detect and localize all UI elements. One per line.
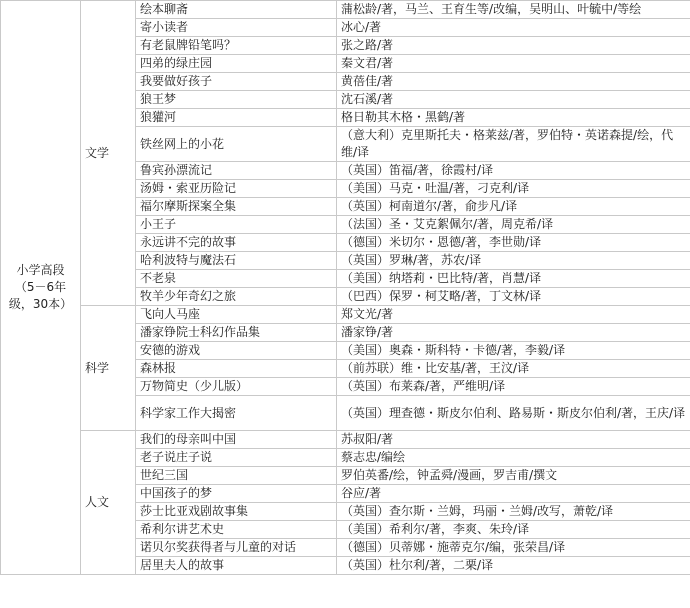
book-title: 潘家铮院士科幻作品集 [136, 324, 337, 342]
book-author: 冰心/著 [337, 19, 690, 37]
book-title: 希利尔讲艺术史 [136, 521, 337, 539]
book-title: 中国孩子的梦 [136, 485, 337, 503]
grade-level-name: 小学高段 [16, 263, 65, 277]
book-author: （美国）希利尔/著，李爽、朱玲/译 [337, 521, 690, 539]
book-author: 郑文光/著 [337, 306, 690, 324]
book-title: 汤姆・索亚历险记 [136, 180, 337, 198]
book-title: 小王子 [136, 216, 337, 234]
book-author: （美国）马克・吐温/著，刁克利/译 [337, 180, 690, 198]
book-author: 罗伯英番/绘，钟孟舜/漫画，罗吉甫/撰文 [337, 467, 690, 485]
book-author: 苏叔阳/著 [337, 431, 690, 449]
book-author: （巴西）保罗・柯艾略/著，丁文林/译 [337, 288, 690, 306]
book-author: （英国）布莱森/著，严维明/译 [337, 378, 690, 396]
book-title: 不老泉 [136, 270, 337, 288]
book-title: 老子说庄子说 [136, 449, 337, 467]
category-cell: 人文 [81, 431, 136, 575]
book-author: （意大利）克里斯托夫・格莱兹/著，罗伯特・英诺森提/绘，代维/译 [337, 127, 690, 162]
book-author: （前苏联）维・比安基/著，王汶/译 [337, 360, 690, 378]
category-cell: 文学 [81, 1, 136, 306]
book-title: 牧羊少年奇幻之旅 [136, 288, 337, 306]
book-title: 莎士比亚戏剧故事集 [136, 503, 337, 521]
book-title: 诺贝尔奖获得者与儿童的对话 [136, 539, 337, 557]
book-author: （英国）笛福/著，徐霞村/译 [337, 162, 690, 180]
book-title: 有老鼠牌铅笔吗？ [136, 37, 337, 55]
book-author: 张之路/著 [337, 37, 690, 55]
book-title: 万物简史（少儿版） [136, 378, 337, 396]
book-title: 森林报 [136, 360, 337, 378]
category-cell: 科学 [81, 306, 136, 431]
grade-level-cell [1, 1, 81, 575]
book-title: 世纪三国 [136, 467, 337, 485]
book-title: 四弟的绿庄园 [136, 55, 337, 73]
book-author: （美国）奥森・斯科特・卡德/著，李毅/译 [337, 342, 690, 360]
book-author: （德国）米切尔・恩德/著，李世勋/译 [337, 234, 690, 252]
grade-level-detail: （5－6年级，30本） [8, 280, 73, 311]
book-author: 谷应/著 [337, 485, 690, 503]
book-author: （英国）查尔斯・兰姆，玛丽・兰姆/改写，萧乾/译 [337, 503, 690, 521]
book-title: 我们的母亲叫中国 [136, 431, 337, 449]
book-author: （英国）杜尔利/著，二栗/译 [337, 557, 690, 575]
book-title: 飞向人马座 [136, 306, 337, 324]
book-author: 蒲松龄/著，马兰、王育生等/改编，吴明山、叶毓中/等绘 [337, 1, 690, 19]
book-title: 居里夫人的故事 [136, 557, 337, 575]
book-title: 鲁宾孙漂流记 [136, 162, 337, 180]
book-title: 安德的游戏 [136, 342, 337, 360]
book-title: 科学家工作大揭密 [136, 396, 337, 431]
book-title: 永远讲不完的故事 [136, 234, 337, 252]
book-title: 狼獾河 [136, 109, 337, 127]
book-title: 寄小读者 [136, 19, 337, 37]
book-author: （英国）罗琳/著，苏农/译 [337, 252, 690, 270]
book-author: （英国）柯南道尔/著，俞步凡/译 [337, 198, 690, 216]
book-author: 黄蓓佳/著 [337, 73, 690, 91]
table-row [1, 431, 690, 449]
book-author: 秦文君/著 [337, 55, 690, 73]
book-author: （法国）圣・艾克絮佩尔/著，周克希/译 [337, 216, 690, 234]
book-title: 狼王梦 [136, 91, 337, 109]
book-author: 沈石溪/著 [337, 91, 690, 109]
reading-list-body [1, 1, 690, 575]
book-title: 我要做好孩子 [136, 73, 337, 91]
table-row [1, 1, 690, 19]
book-author: （德国）贝蒂娜・施蒂克尔/编，张荣昌/译 [337, 539, 690, 557]
book-author: （英国）理查德・斯皮尔伯利、路易斯・斯皮尔伯利/著，王庆/译 [337, 396, 690, 431]
book-title: 福尔摩斯探案全集 [136, 198, 337, 216]
book-title: 哈利波特与魔法石 [136, 252, 337, 270]
book-author: 蔡志忠/编绘 [337, 449, 690, 467]
book-title: 铁丝网上的小花 [136, 127, 337, 162]
book-author: 格日勒其木格・黑鹤/著 [337, 109, 690, 127]
table-row [1, 306, 690, 324]
book-title: 绘本聊斋 [136, 1, 337, 19]
book-author: （美国）纳塔莉・巴比特/著，肖慧/译 [337, 270, 690, 288]
book-author: 潘家铮/著 [337, 324, 690, 342]
